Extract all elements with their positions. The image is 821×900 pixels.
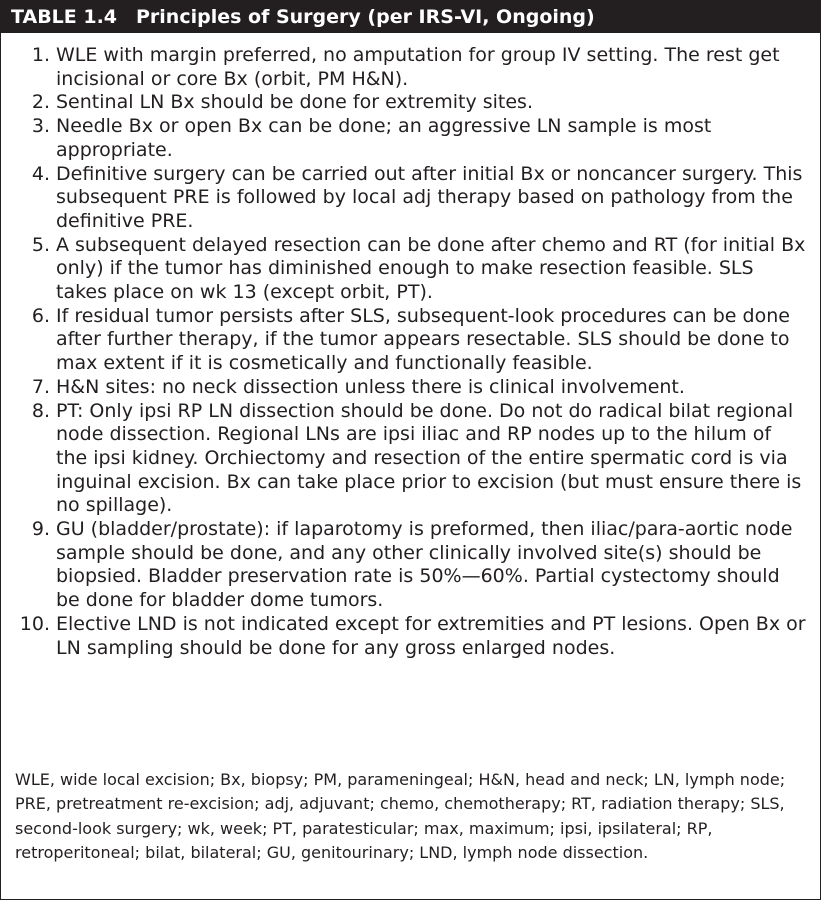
- item-number: 2.: [31, 91, 50, 114]
- item-text: PT: Only ipsi RP LN dissection should be done. Do not do radical bilat regional node dissection. Regional LNs are ipsi iliac and RP nodes up to the hilum of the ipsi kidney. Orchiectomy and resection of the entire spermatic cord is via inguinal excision. Bx can take place prior to excision (but must ensure there is no spillage).: [56, 399, 802, 517]
- item-number: 1.: [31, 44, 50, 66]
- item-text: WLE with margin preferred, no amputation for group IV setting. The rest get incisional or core Bx (orbit, PM H&N).: [56, 44, 780, 90]
- item-text: H&N sites: no neck dissection unless there is clinical involvement.: [56, 375, 685, 398]
- item-text: GU (bladder/prostate): if laparotomy is preformed, then iliac/para-aortic node sample should be done, and any other clinically involved site(s) should be biopsied. Bladder preservation rate is 50%—60%. Partial cystectomy should be done for bladder dome tumors.: [56, 518, 793, 612]
- principle-item: [1, 234, 820, 305]
- item-text: Definitive surgery can be carried out after initial Bx or noncancer surgery. This subsequent PRE is followed by local adj therapy based on pathology from the definitive PRE.: [56, 162, 803, 232]
- principle-item: [1, 44, 820, 91]
- item-number: 3.: [31, 115, 50, 138]
- item-number: 8.: [31, 399, 50, 422]
- item-number: 9.: [31, 518, 50, 541]
- principle-item: [1, 305, 820, 376]
- item-number: 5.: [31, 233, 50, 256]
- item-text: If residual tumor persists after SLS, subsequent-look procedures can be done after further therapy, if the tumor appears resectable. SLS should be done to max extent if it is cosmetically and functionally feasible.: [56, 304, 790, 375]
- table-title: Principles of Surgery (per IRS-VI, Ongoing): [136, 6, 595, 28]
- principle-item: [1, 376, 820, 400]
- item-text: Sentinal LN Bx should be done for extremity sites.: [56, 91, 533, 114]
- table-footnote: WLE, wide local excision; Bx, biopsy; PM, parameningeal; H&N, head and neck; LN, lymph node; PRE, pretreatment re-excision; adj, adjuvant; chemo, chemotherapy; RT, radiation therapy; SLS, second-look surgery; wk, week; PT, paratesticular; max, maximum; ipsi, ipsilateral; RP, retroperitoneal; bilat, bilateral; GU, genitourinary; LND, lymph node dissection.: [15, 770, 786, 863]
- table-title-bar: [1, 1, 820, 33]
- item-text: A subsequent delayed resection can be done after chemo and RT (for initial Bx only) if the tumor has diminished enough to make resection feasible. SLS takes place on wk 13 (except orbit, PT).: [56, 233, 806, 304]
- principle-item: [1, 400, 820, 519]
- item-number: 4.: [31, 162, 50, 185]
- principle-item: [1, 518, 820, 613]
- principle-item: [1, 91, 820, 115]
- item-number: 6.: [31, 304, 50, 327]
- table-number: TABLE 1.4: [11, 6, 118, 28]
- principle-item: [1, 613, 820, 660]
- principle-item: [1, 163, 820, 234]
- item-number: 10.: [19, 612, 50, 635]
- principle-item: [1, 115, 820, 162]
- principles-list: [1, 44, 820, 660]
- item-text: Elective LND is not indicated except for extremities and PT lesions. Open Bx or LN sampling should be done for any gross enlarged nodes.: [56, 612, 806, 659]
- item-text: Needle Bx or open Bx can be done; an aggressive LN sample is most appropriate.: [56, 115, 712, 161]
- item-number: 7.: [31, 375, 50, 398]
